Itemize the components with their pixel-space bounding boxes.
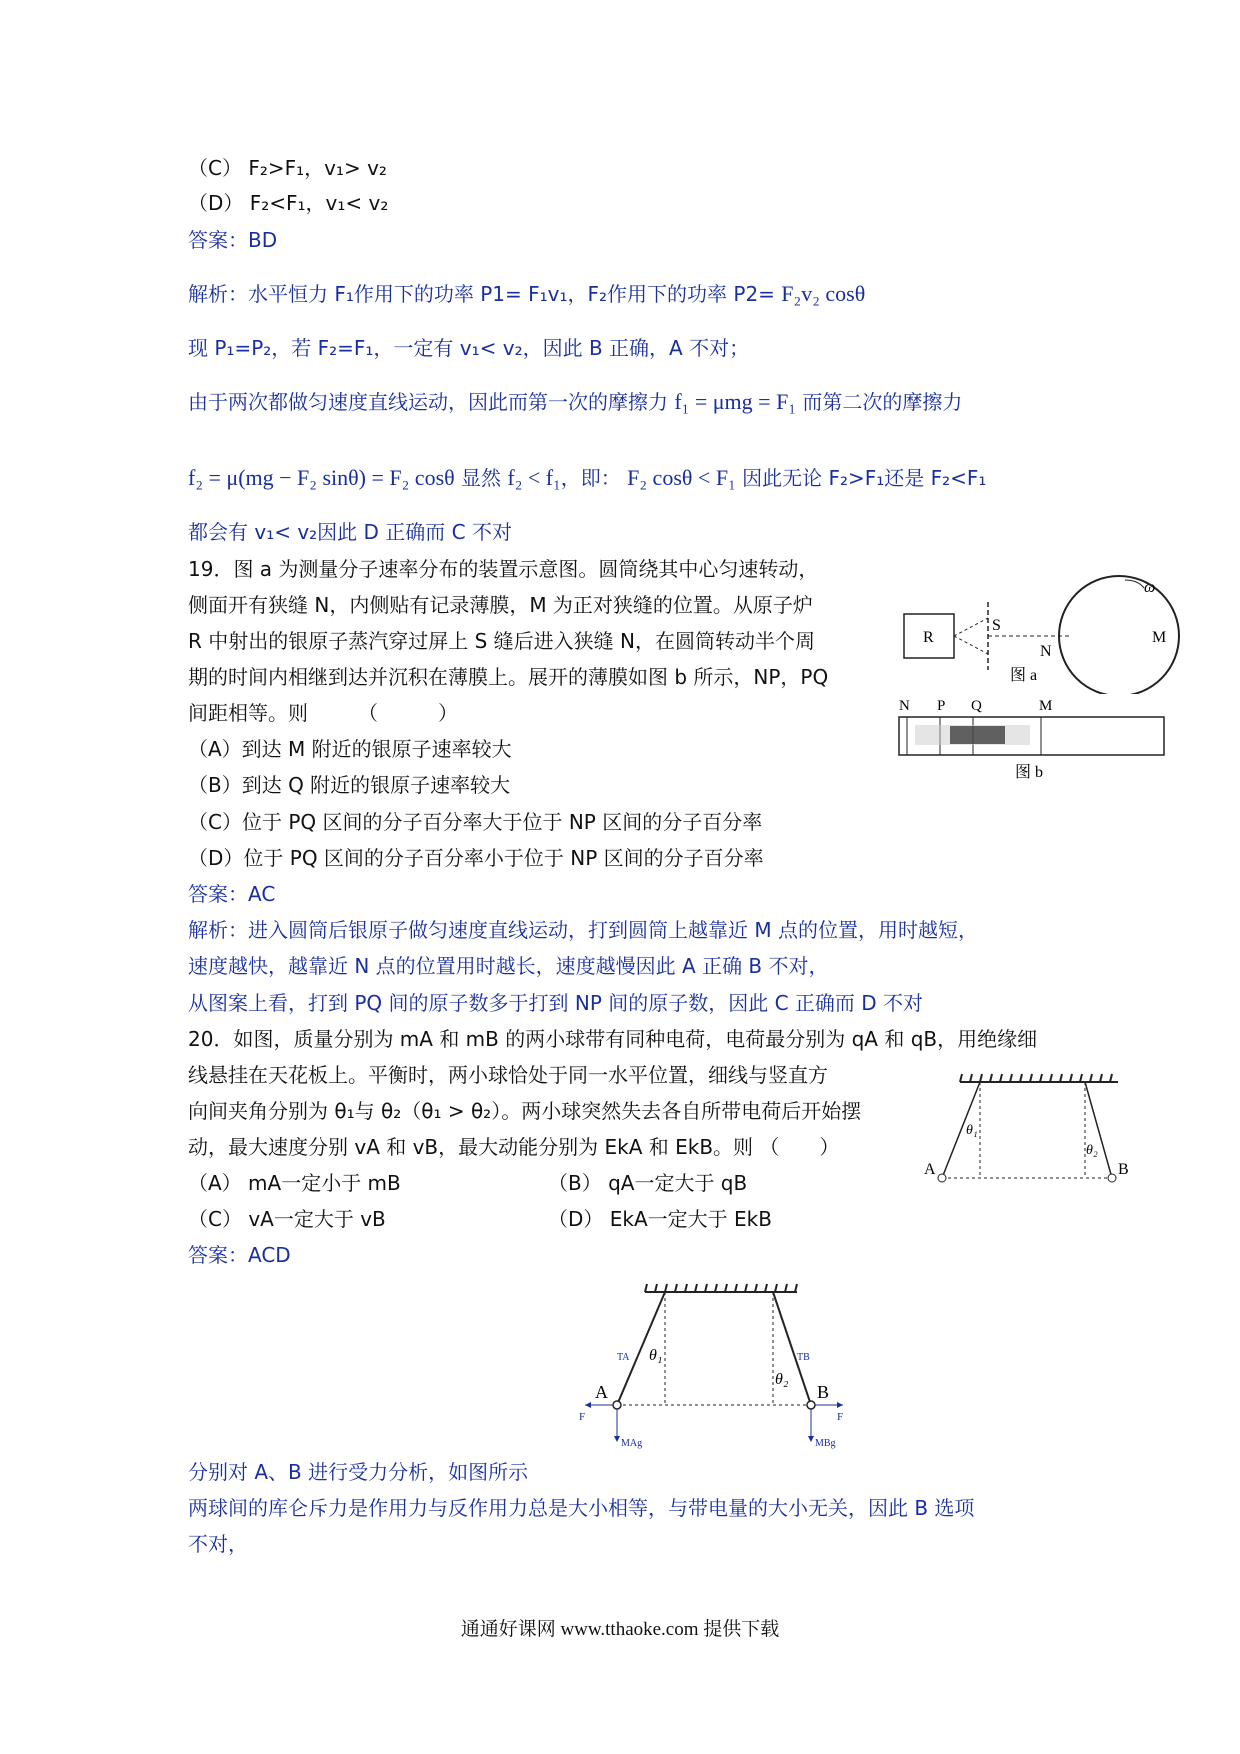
analysis-line-4 <box>188 464 986 492</box>
figure-pendulum <box>920 1070 1140 1200</box>
q20-line-2: 线悬挂在天花板上。平衡时，两小球恰处于同一水平位置，细线与竖直方 <box>188 1063 828 1087</box>
analysis-line-2: 现 P₁=P₂，若 F₂=F₁，一定有 v₁< v₂，因此 B 正确，A 不对； <box>188 336 750 360</box>
q20-option-c: （C） vA一定大于 vB <box>188 1207 386 1231</box>
q20-analysis-3: 不对， <box>188 1532 248 1556</box>
arrow-down-b-icon <box>808 1436 814 1442</box>
label-gb: MBg <box>815 1438 836 1449</box>
analysis-line-4-text1: 显然 <box>461 466 502 490</box>
label-theta1: θ₁ <box>966 1123 978 1138</box>
figure-a <box>890 574 1180 694</box>
label-a: A <box>924 1161 936 1178</box>
label-theta2-2: θ₂ <box>775 1371 789 1388</box>
answer-q18: 答案：BD <box>188 228 278 252</box>
caption-b: 图 b <box>1015 764 1044 781</box>
q20-option-a: （A） mA一定小于 mB <box>188 1171 401 1195</box>
q19-line-5: 间距相等。则 （ ） <box>188 701 458 725</box>
q19-analysis-2: 速度越快，越靠近 N 点的位置用时越长，速度越慢因此 A 正确 B 不对， <box>188 954 829 978</box>
arrow-left-icon <box>585 1402 591 1408</box>
analysis-line-3-text: 由于两次都做匀速度直线运动，因此而第一次的摩擦力 <box>188 390 668 414</box>
label-omega: ω <box>1144 579 1156 596</box>
thread-b-2 <box>773 1292 811 1405</box>
label-f-right: F <box>837 1411 844 1423</box>
thread-b <box>1085 1082 1112 1178</box>
arrow-down-a-icon <box>614 1436 620 1442</box>
q19-line-2: 侧面开有狭缝 N，内侧贴有记录薄膜，M 为正对狭缝的位置。从原子炉 <box>188 593 813 617</box>
label-theta1-2: θ₁ <box>649 1347 663 1364</box>
option-c-q18: （C） F₂>F₁，v₁> v₂ <box>188 156 387 180</box>
q19-line-3: R 中射出的银原子蒸汽穿过屏上 S 缝后进入狭缝 N，在圆筒转动半个周 <box>188 629 815 653</box>
q20-line-1: 20．如图，质量分别为 mA 和 mB 的两小球带有同种电荷，电荷最分别为 qA 和 qB，用绝缘细 <box>188 1027 1038 1051</box>
q19-analysis-1: 解析：进入圆筒后银原子做匀速度直线运动，打到圆筒上越靠近 M 点的位置，用时越短， <box>188 918 978 942</box>
analysis-line-1-text: 解析：水平恒力 F₁作用下的功率 P1= F₁v₁，F₂作用下的功率 P2= <box>188 282 775 306</box>
deposit-dense <box>950 726 1005 744</box>
q19-option-c: （C）位于 PQ 区间的分子百分率大于位于 NP 区间的分子百分率 <box>188 810 763 834</box>
arrow-right-icon <box>837 1402 843 1408</box>
friction-formula-2: f₂ = μ(mg − F₂ sinθ) = F₂ cosθ <box>188 465 455 490</box>
label-r: R <box>923 629 934 646</box>
label-p-b: P <box>937 698 946 714</box>
ceiling-hatch <box>960 1074 1112 1082</box>
option-d-q18: （D） F₂<F₁，v₁< v₂ <box>188 191 389 215</box>
q19-option-d: （D）位于 PQ 区间的分子百分率小于位于 NP 区间的分子百分率 <box>188 846 764 870</box>
page-footer: 通通好课网 www.tthaoke.com 提供下载 <box>460 1619 780 1640</box>
beam-lower <box>954 636 988 654</box>
q20-option-d: （D） EkA一定大于 EkB <box>548 1207 772 1231</box>
power-formula: F₂v₂ cosθ <box>781 281 866 306</box>
answer-q20: 答案：ACD <box>188 1243 291 1267</box>
beam-upper <box>954 618 988 636</box>
label-q-b: Q <box>971 698 982 714</box>
q19-option-b: （B）到达 Q 附近的银原子速率较大 <box>188 773 511 797</box>
label-m: M <box>1152 629 1167 646</box>
label-theta2: θ₂ <box>1086 1143 1098 1158</box>
label-b-2: B <box>817 1382 830 1402</box>
q20-option-b: （B） qA一定大于 qB <box>548 1171 748 1195</box>
label-f-left: F <box>579 1411 586 1423</box>
figure-force-analysis <box>575 1280 855 1450</box>
q20-line-4: 动，最大速度分别 vA 和 vB，最大动能分别为 EkA 和 EkB。则 （ ） <box>188 1135 840 1159</box>
label-n: N <box>1040 643 1052 660</box>
label-ga: MAg <box>621 1438 643 1449</box>
ceiling-hatch-2 <box>645 1284 797 1292</box>
friction-formula-1: f₁ = μmg = F₁ <box>674 389 796 414</box>
label-b: B <box>1118 1161 1129 1178</box>
label-s: S <box>992 617 1001 634</box>
q19-line-1: 19．图 a 为测量分子速率分布的装置示意图。圆筒绕其中心匀速转动， <box>188 557 819 581</box>
ball-a <box>938 1174 946 1182</box>
figure-b <box>895 695 1170 785</box>
friction-compare: f₂ < f₁ <box>507 465 561 490</box>
ball-b <box>1108 1174 1116 1182</box>
q20-analysis-1: 分别对 A、B 进行受力分析，如图所示 <box>188 1460 529 1484</box>
analysis-line-4-text2: ，即： <box>560 466 621 490</box>
q19-line-4: 期的时间内相继到达并沉积在薄膜上。展开的薄膜如图 b 所示，NP，PQ <box>188 665 829 689</box>
q19-option-a: （A）到达 M 附近的银原子速率较大 <box>188 737 512 761</box>
force-compare: F₂ cosθ < F₁ <box>627 465 736 490</box>
label-tb: TB <box>797 1352 810 1363</box>
q20-analysis-2: 两球间的库仑斥力是作用力与反作用力总是大小相等，与带电量的大小无关，因此 B 选项 <box>188 1496 975 1520</box>
label-ta: TA <box>617 1352 630 1363</box>
q20-line-3: 向间夹角分别为 θ₁与 θ₂（θ₁ > θ₂）。两小球突然失去各自所带电荷后开始摆 <box>188 1099 862 1123</box>
analysis-line-3-tail: 而第二次的摩擦力 <box>802 390 963 414</box>
analysis-line-3 <box>188 388 962 416</box>
ball-b-2 <box>807 1401 815 1409</box>
ball-a-2 <box>613 1401 621 1409</box>
analysis-line-1 <box>188 280 865 308</box>
label-m-b: M <box>1039 698 1053 714</box>
answer-q19: 答案：AC <box>188 882 276 906</box>
q19-analysis-3: 从图案上看，打到 PQ 间的原子数多于打到 NP 间的原子数，因此 C 正确而 D 不对 <box>188 991 924 1015</box>
label-n-b: N <box>899 698 910 714</box>
analysis-line-5: 都会有 v₁< v₂因此 D 正确而 C 不对 <box>188 520 512 544</box>
label-a-2: A <box>595 1382 608 1402</box>
caption-a: 图 a <box>1010 667 1038 684</box>
analysis-line-4-text3: 因此无论 F₂>F₁还是 F₂<F₁ <box>742 466 987 490</box>
